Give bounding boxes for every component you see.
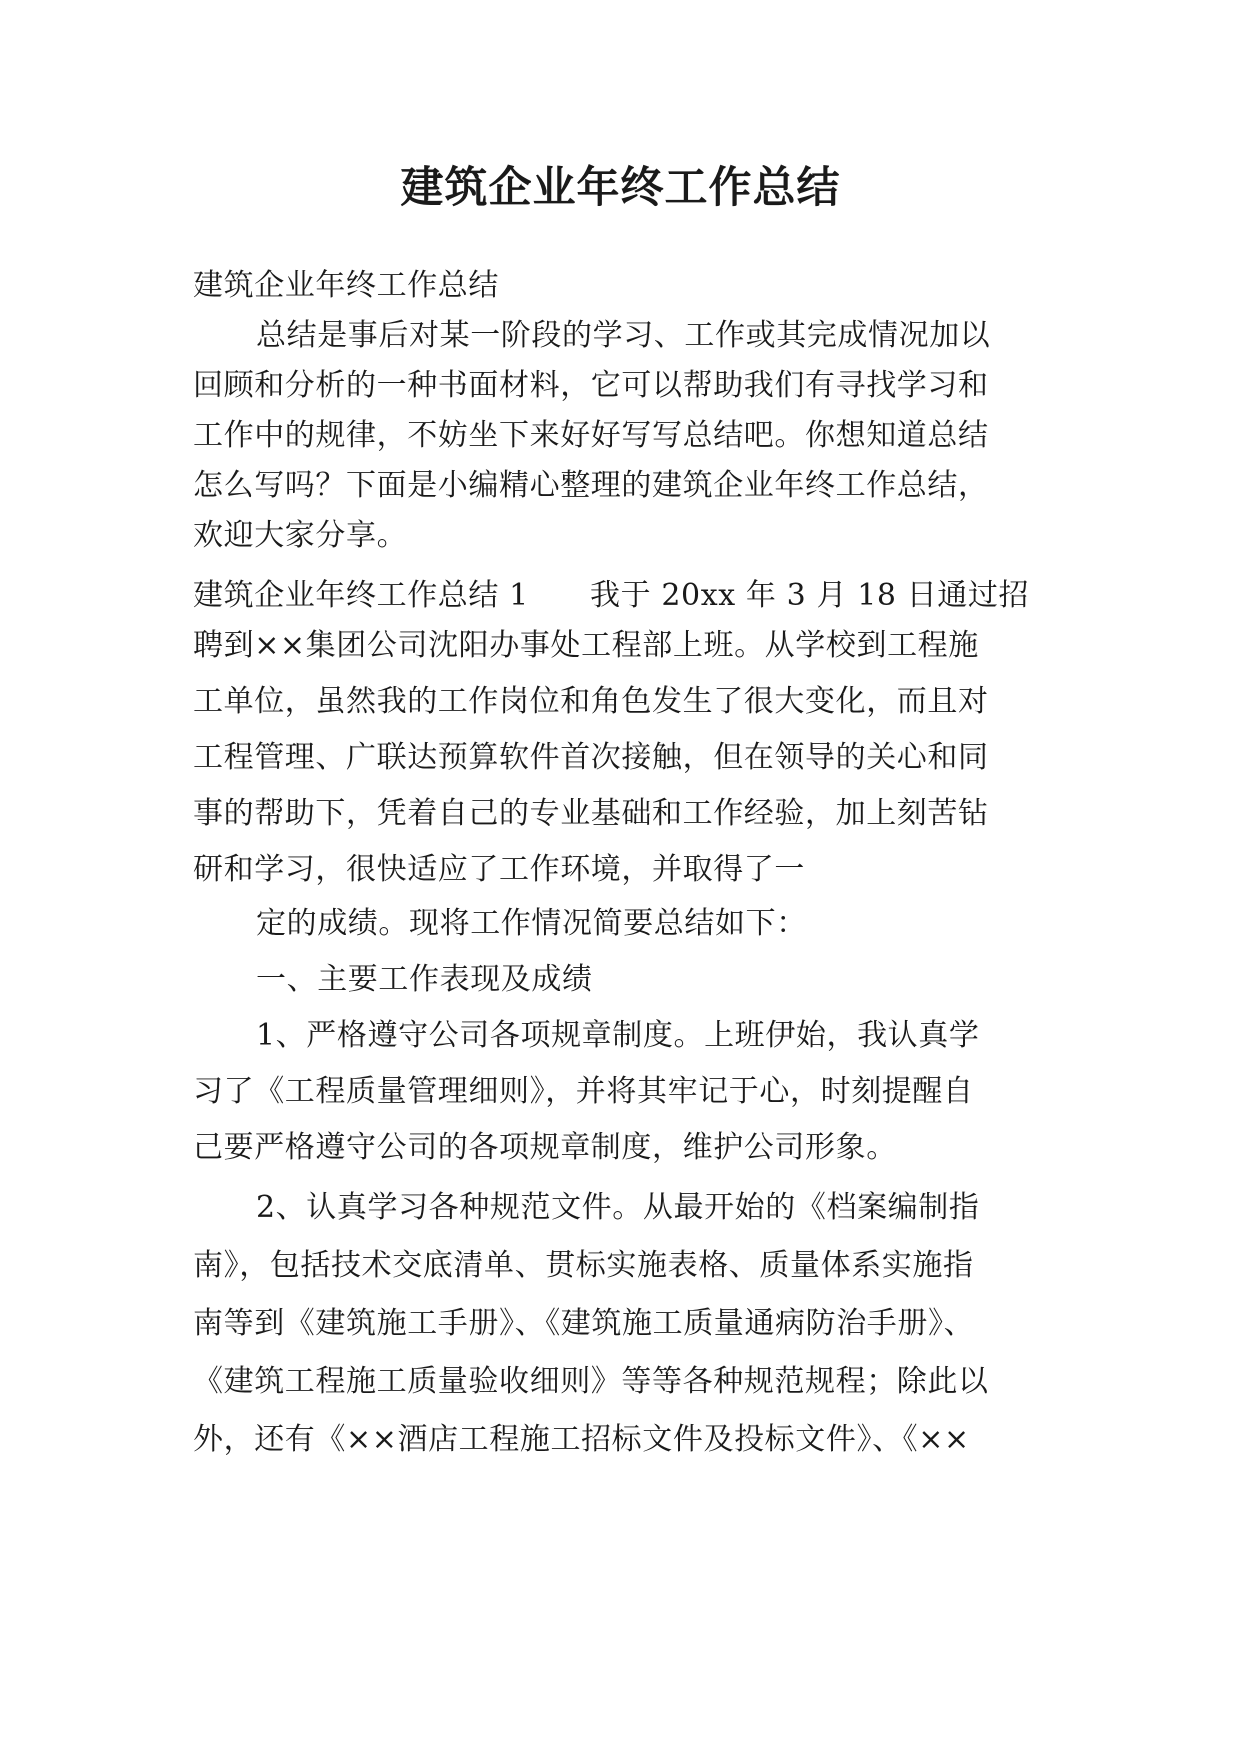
text-line: 工程管理、广联达预算软件首次接触，但在领导的关心和同 — [193, 740, 989, 775]
text-line: 定的成绩。现将工作情况简要总结如下： — [256, 906, 807, 941]
text-line: 南》，包括技术交底清单、贯标实施表格、质量体系实施指 — [193, 1248, 974, 1283]
text-line: 习了《工程质量管理细则》，并将其牢记于心，时刻提醒自 — [193, 1074, 974, 1109]
text-line: 怎么写吗？下面是小编精心整理的建筑企业年终工作总结， — [193, 468, 989, 503]
text-line: 回顾和分析的一种书面材料，它可以帮助我们有寻找学习和 — [193, 368, 989, 403]
text-line: 研和学习，很快适应了工作环境，并取得了一 — [193, 852, 805, 887]
text-line: 己要严格遵守公司的各项规章制度，维护公司形象。 — [193, 1130, 897, 1165]
text-line: 外，还有《××酒店工程施工招标文件及投标文件》、《×× — [193, 1422, 970, 1457]
text-line: 事的帮助下，凭着自己的专业基础和工作经验，加上刻苦钻 — [193, 796, 989, 831]
text-line: 2、认真学习各种规范文件。从最开始的《档案编制指 — [256, 1190, 980, 1225]
text-line: 南等到《建筑施工手册》、《建筑施工质量通病防治手册》、 — [193, 1306, 975, 1341]
text-line: 工单位，虽然我的工作岗位和角色发生了很大变化，而且对 — [193, 684, 989, 719]
text-line: 聘到××集团公司沈阳办事处工程部上班。从学校到工程施 — [193, 628, 979, 663]
document-title: 建筑企业年终工作总结 — [400, 163, 841, 213]
text-line: 总结是事后对某一阶段的学习、工作或其完成情况加以 — [256, 318, 991, 353]
section-heading: 一、主要工作表现及成绩 — [256, 962, 593, 997]
text-line: 建筑企业年终工作总结 — [193, 268, 499, 303]
text-line: 1、严格遵守公司各项规章制度。上班伊始，我认真学 — [256, 1018, 980, 1053]
text-line: 欢迎大家分享。 — [193, 518, 408, 553]
text-line: 建筑企业年终工作总结 1 我于 20xx 年 3 月 18 日通过招 — [193, 578, 1030, 613]
text-line: 《建筑工程施工质量验收细则》等等各种规范规程；除此以 — [193, 1364, 989, 1399]
text-line: 工作中的规律，不妨坐下来好好写写总结吧。你想知道总结 — [193, 418, 989, 453]
